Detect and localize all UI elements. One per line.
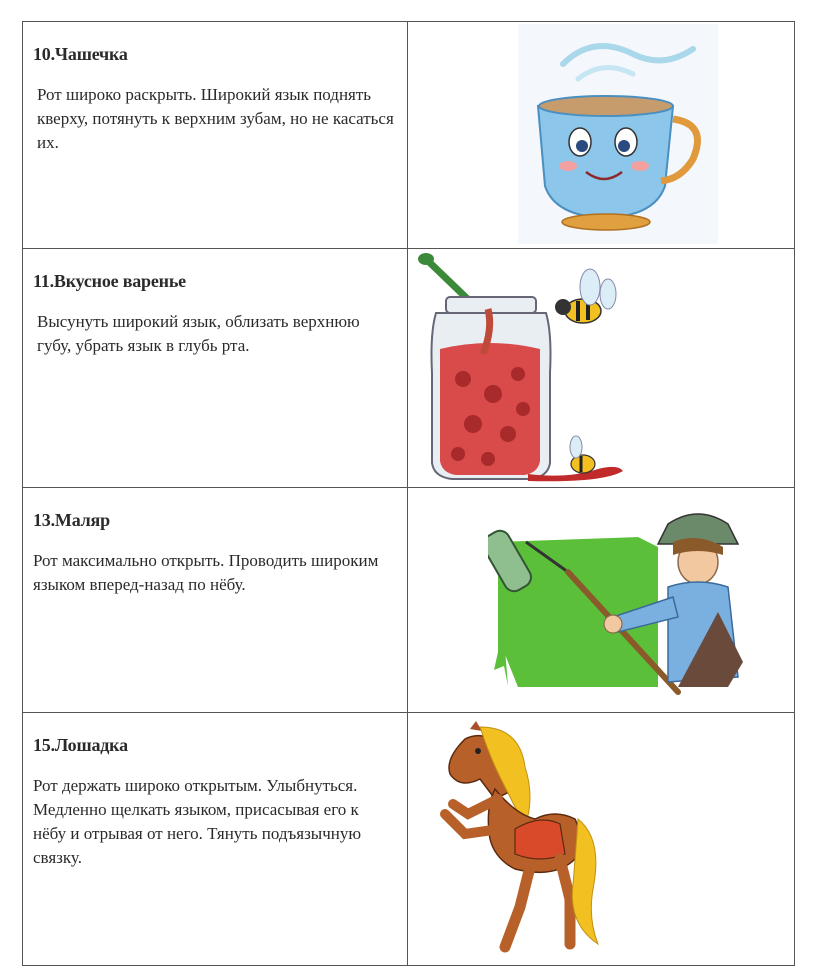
exercise-text-cell (23, 249, 408, 488)
horse-illustration (420, 719, 600, 959)
exercise-title: 11.Вкусное варенье (33, 271, 186, 291)
exercise-row (23, 713, 795, 966)
exercise-image-cell (408, 713, 795, 966)
jam-jar-illustration (418, 249, 628, 485)
exercise-title: 13.Маляр (33, 510, 110, 530)
exercise-description: Рот максимально открыть. Проводить широким языком вперед-назад по нёбу. (33, 551, 379, 594)
exercise-description: Рот широко раскрыть. Широкий язык поднять кверху, потянуть к верхним зубам, но не касаться их. (37, 85, 394, 152)
exercise-title: 10.Чашечка (33, 44, 128, 64)
exercise-description: Высунуть широкий язык, облизать верхнюю губу, убрать язык в глубь рта. (37, 312, 360, 355)
exercise-table (22, 21, 795, 966)
exercise-text-cell (23, 488, 408, 713)
cup-illustration (518, 24, 718, 244)
bee-icon (555, 269, 616, 323)
bee-icon (570, 436, 595, 473)
exercise-text-cell (23, 713, 408, 966)
exercise-row (23, 249, 795, 488)
exercise-image-cell (408, 488, 795, 713)
exercise-text-cell (23, 22, 408, 249)
exercise-description: Рот держать широко открытым. Улыбнуться. Медленно щелкать языком, присасывая его к нёбу и отрывая от него. Тянуть подъязычную связку. (33, 776, 362, 867)
exercise-title: 15.Лошадка (33, 735, 128, 755)
exercise-row (23, 22, 795, 249)
exercise-image-cell (408, 22, 795, 249)
painter-illustration (488, 502, 758, 702)
exercise-image-cell (408, 249, 795, 488)
exercise-row (23, 488, 795, 713)
